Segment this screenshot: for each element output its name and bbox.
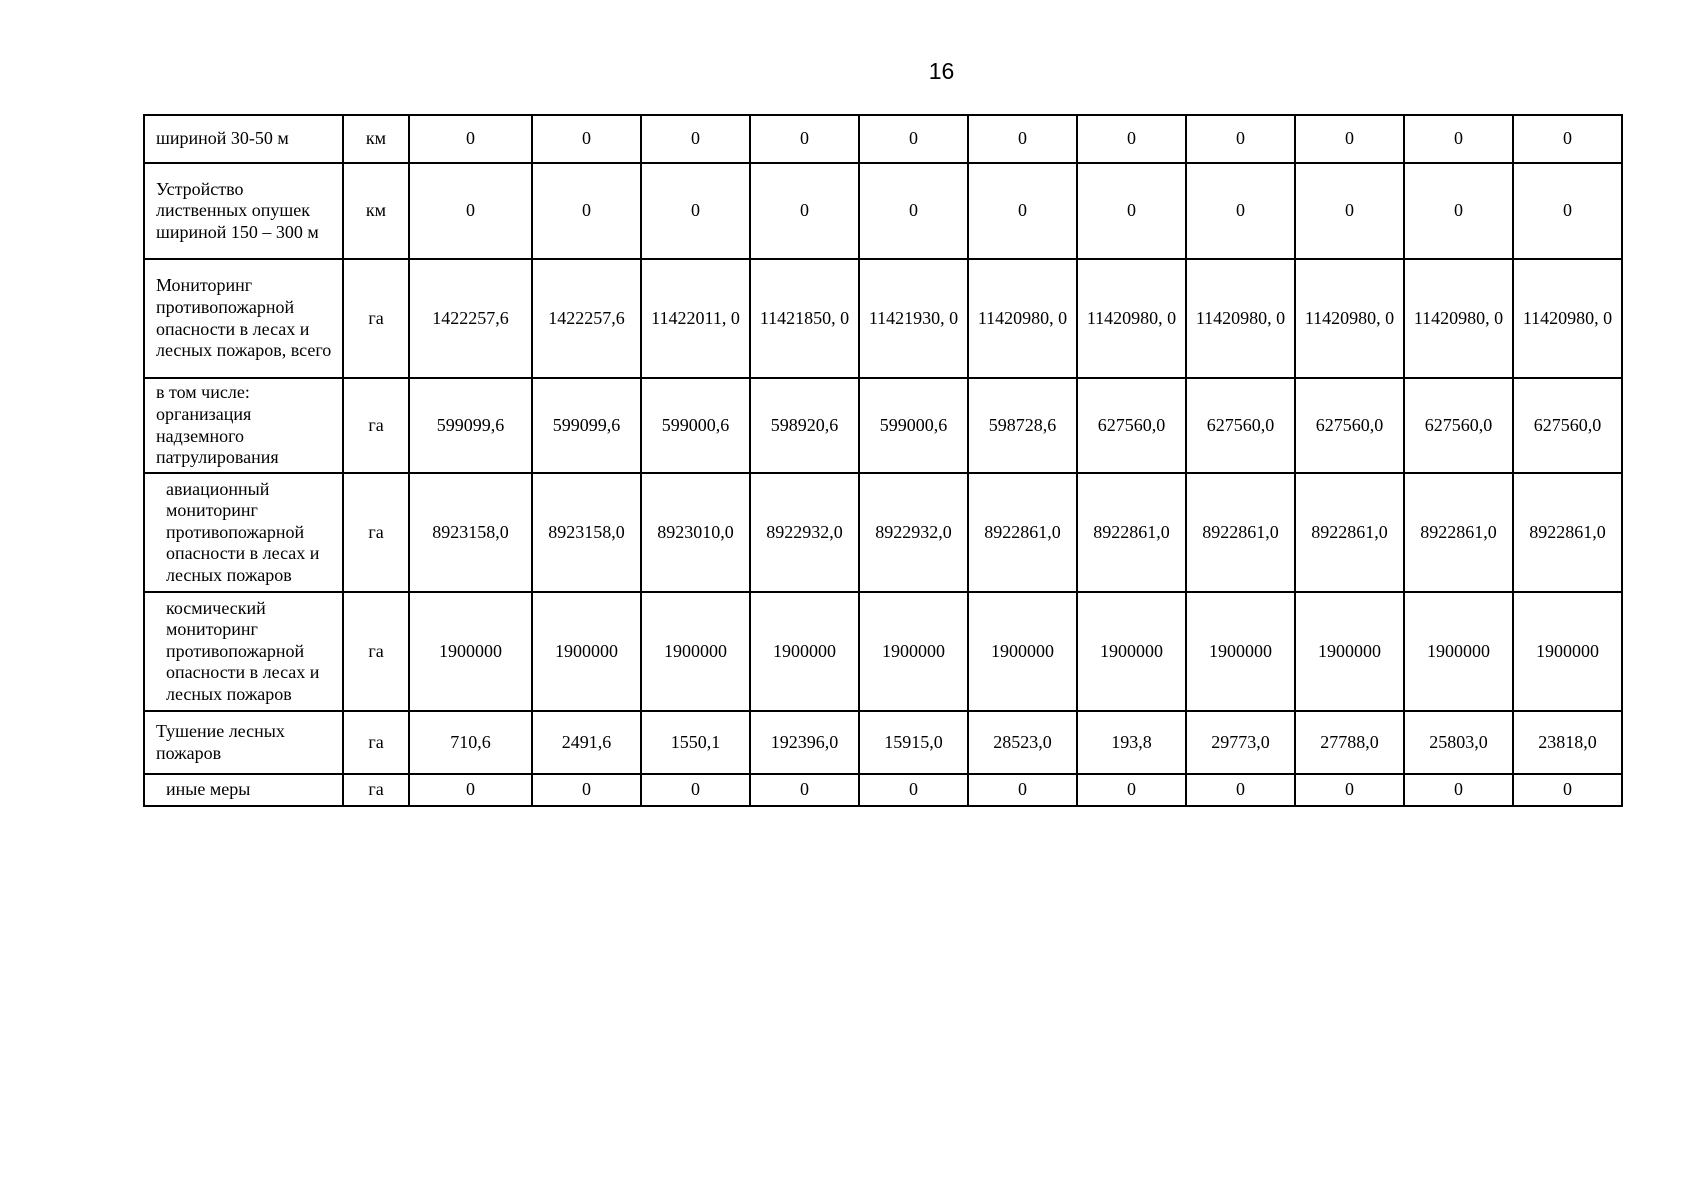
value-cell: 1422257,6 bbox=[409, 259, 532, 378]
value-cell: 11420980, 0 bbox=[968, 259, 1077, 378]
value-cell: 11420980, 0 bbox=[1186, 259, 1295, 378]
table-row bbox=[144, 163, 1622, 259]
row-unit: га bbox=[343, 592, 409, 711]
row-label-text: космический мониторинг противопожарной опасности в лесах и лесных пожаров bbox=[166, 597, 320, 704]
value-cell: 1550,1 bbox=[641, 711, 750, 774]
value-cell: 0 bbox=[968, 774, 1077, 806]
row-label-text: Тушение лесных пожаров bbox=[156, 720, 285, 763]
value-cell: 193,8 bbox=[1077, 711, 1186, 774]
value-cell: 627560,0 bbox=[1404, 378, 1513, 473]
value-cell: 8923010,0 bbox=[641, 473, 750, 592]
value-cell: 11420980, 0 bbox=[1404, 259, 1513, 378]
value-cell: 627560,0 bbox=[1513, 378, 1622, 473]
value-cell: 0 bbox=[968, 115, 1077, 163]
value-cell: 0 bbox=[641, 115, 750, 163]
value-cell: 192396,0 bbox=[750, 711, 859, 774]
value-cell: 29773,0 bbox=[1186, 711, 1295, 774]
table-row bbox=[144, 711, 1622, 774]
value-cell: 8922861,0 bbox=[1513, 473, 1622, 592]
value-cell: 0 bbox=[1077, 163, 1186, 259]
value-cell: 1900000 bbox=[750, 592, 859, 711]
value-cell: 1900000 bbox=[1295, 592, 1404, 711]
value-cell: 0 bbox=[750, 774, 859, 806]
value-cell: 1900000 bbox=[1513, 592, 1622, 711]
row-label bbox=[144, 115, 343, 163]
value-cell: 710,6 bbox=[409, 711, 532, 774]
value-cell: 1900000 bbox=[641, 592, 750, 711]
value-cell: 27788,0 bbox=[1295, 711, 1404, 774]
value-cell: 598920,6 bbox=[750, 378, 859, 473]
value-cell: 0 bbox=[532, 163, 641, 259]
row-label bbox=[144, 163, 343, 259]
value-cell: 0 bbox=[1404, 115, 1513, 163]
value-cell: 8922932,0 bbox=[859, 473, 968, 592]
row-label-text: Мониторинг противопожарной опасности в лесах и лесных пожаров, всего bbox=[156, 275, 332, 361]
row-unit: га bbox=[343, 378, 409, 473]
value-cell: 598728,6 bbox=[968, 378, 1077, 473]
value-cell: 15915,0 bbox=[859, 711, 968, 774]
row-label-text: в том числе: организация надземного патрулирования bbox=[156, 382, 279, 468]
row-label bbox=[144, 711, 343, 774]
value-cell: 0 bbox=[532, 115, 641, 163]
value-cell: 0 bbox=[1077, 774, 1186, 806]
value-cell: 599099,6 bbox=[409, 378, 532, 473]
value-cell: 627560,0 bbox=[1077, 378, 1186, 473]
row-unit: га bbox=[343, 774, 409, 806]
value-cell: 1900000 bbox=[532, 592, 641, 711]
table-row bbox=[144, 115, 1622, 163]
value-cell: 0 bbox=[1513, 774, 1622, 806]
value-cell: 0 bbox=[641, 774, 750, 806]
value-cell: 1900000 bbox=[968, 592, 1077, 711]
value-cell: 627560,0 bbox=[1186, 378, 1295, 473]
row-label-text: Устройство лиственных опушек шириной 150 – 300 м bbox=[156, 178, 319, 242]
value-cell: 8922932,0 bbox=[750, 473, 859, 592]
row-label bbox=[144, 259, 343, 378]
value-cell: 11422011, 0 bbox=[641, 259, 750, 378]
value-cell: 599000,6 bbox=[641, 378, 750, 473]
value-cell: 11420980, 0 bbox=[1513, 259, 1622, 378]
value-cell: 0 bbox=[1295, 115, 1404, 163]
row-label bbox=[144, 774, 343, 806]
value-cell: 0 bbox=[1513, 163, 1622, 259]
row-label-text: иные меры bbox=[166, 779, 251, 800]
value-cell: 11420980, 0 bbox=[1295, 259, 1404, 378]
value-cell: 8922861,0 bbox=[1404, 473, 1513, 592]
value-cell: 0 bbox=[968, 163, 1077, 259]
value-cell: 0 bbox=[641, 163, 750, 259]
value-cell: 8923158,0 bbox=[532, 473, 641, 592]
value-cell: 11421930, 0 bbox=[859, 259, 968, 378]
table-row bbox=[144, 259, 1622, 378]
row-unit: га bbox=[343, 711, 409, 774]
value-cell: 8923158,0 bbox=[409, 473, 532, 592]
data-table bbox=[143, 114, 1623, 807]
value-cell: 0 bbox=[1295, 163, 1404, 259]
row-label bbox=[144, 592, 343, 711]
value-cell: 8922861,0 bbox=[1295, 473, 1404, 592]
value-cell: 0 bbox=[532, 774, 641, 806]
value-cell: 627560,0 bbox=[1295, 378, 1404, 473]
value-cell: 0 bbox=[1295, 774, 1404, 806]
table-row bbox=[144, 378, 1622, 473]
value-cell: 0 bbox=[859, 115, 968, 163]
value-cell: 0 bbox=[1186, 774, 1295, 806]
row-unit: га bbox=[343, 473, 409, 592]
value-cell: 0 bbox=[1077, 115, 1186, 163]
value-cell: 25803,0 bbox=[1404, 711, 1513, 774]
value-cell: 11421850, 0 bbox=[750, 259, 859, 378]
table-row bbox=[144, 473, 1622, 592]
row-label-text: авиационный мониторинг противопожарной опасности в лесах и лесных пожаров bbox=[166, 478, 320, 585]
row-label bbox=[144, 473, 343, 592]
value-cell: 2491,6 bbox=[532, 711, 641, 774]
value-cell: 1900000 bbox=[1077, 592, 1186, 711]
value-cell: 599000,6 bbox=[859, 378, 968, 473]
value-cell: 0 bbox=[1404, 163, 1513, 259]
value-cell: 1900000 bbox=[1186, 592, 1295, 711]
value-cell: 1900000 bbox=[1404, 592, 1513, 711]
value-cell: 28523,0 bbox=[968, 711, 1077, 774]
value-cell: 0 bbox=[409, 115, 532, 163]
value-cell: 1422257,6 bbox=[532, 259, 641, 378]
table-row bbox=[144, 774, 1622, 806]
value-cell: 0 bbox=[750, 115, 859, 163]
page-number: 16 bbox=[928, 58, 955, 84]
value-cell: 0 bbox=[859, 774, 968, 806]
value-cell: 23818,0 bbox=[1513, 711, 1622, 774]
value-cell: 0 bbox=[1186, 163, 1295, 259]
value-cell: 8922861,0 bbox=[1077, 473, 1186, 592]
value-cell: 0 bbox=[750, 163, 859, 259]
value-cell: 8922861,0 bbox=[968, 473, 1077, 592]
value-cell: 0 bbox=[1186, 115, 1295, 163]
table-row bbox=[144, 592, 1622, 711]
row-label-text: шириной 30-50 м bbox=[156, 128, 289, 149]
value-cell: 8922861,0 bbox=[1186, 473, 1295, 592]
value-cell: 0 bbox=[1513, 115, 1622, 163]
value-cell: 1900000 bbox=[409, 592, 532, 711]
value-cell: 0 bbox=[409, 163, 532, 259]
value-cell: 1900000 bbox=[859, 592, 968, 711]
row-unit: км bbox=[343, 163, 409, 259]
value-cell: 0 bbox=[859, 163, 968, 259]
row-label bbox=[144, 378, 343, 473]
value-cell: 0 bbox=[1404, 774, 1513, 806]
value-cell: 599099,6 bbox=[532, 378, 641, 473]
value-cell: 11420980, 0 bbox=[1077, 259, 1186, 378]
row-unit: га bbox=[343, 259, 409, 378]
value-cell: 0 bbox=[409, 774, 532, 806]
row-unit: км bbox=[343, 115, 409, 163]
